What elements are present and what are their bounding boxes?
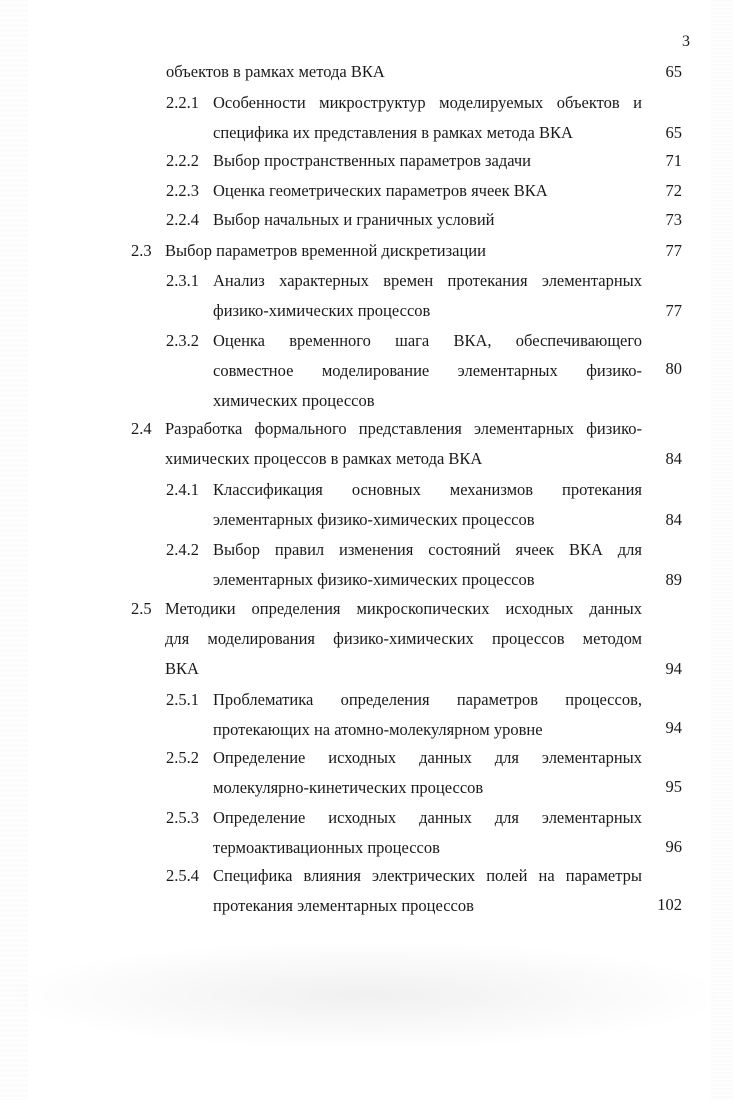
toc-entry-line: Классификация основных механизмов протекания (213, 480, 642, 499)
toc-entry-number: 2.5 (131, 599, 152, 618)
toc-entry-line: химических процессов (213, 391, 375, 410)
toc-entry-line: Оценка геометрических параметров ячеек ВКА (213, 181, 548, 200)
toc-entry-line: молекулярно-кинетических процессов (213, 778, 484, 797)
toc-entry-line: Выбор правил изменения состояний ячеек ВКА для (213, 540, 642, 559)
toc-page-number: 65 (665, 62, 682, 81)
toc-page-number: 102 (657, 895, 682, 914)
toc-entry-line: элементарных физико-химических процессов (213, 510, 535, 529)
toc-page-number: 65 (665, 123, 682, 142)
toc-entry-number: 2.3.2 (166, 331, 199, 350)
toc-entry-number: 2.4 (131, 419, 152, 438)
toc-entry-line: Определение исходных данных для элементарных (213, 748, 642, 767)
toc-entry-line: ВКА (165, 659, 199, 678)
toc-entry-number: 2.3 (131, 241, 152, 260)
toc-entry-number: 2.2.4 (166, 210, 199, 229)
toc-page-number: 94 (665, 659, 682, 678)
toc-entry-line: Анализ характерных времен протекания элементарных (213, 271, 642, 290)
toc-entry-line: химических процессов в рамках метода ВКА (165, 449, 483, 468)
toc-entry-number: 2.5.2 (166, 748, 199, 767)
toc-page-number: 71 (665, 151, 682, 170)
toc-entry-number: 2.5.3 (166, 808, 199, 827)
toc-entry-line: Специфика влияния электрических полей на параметры (213, 866, 642, 885)
toc-page-number: 77 (665, 301, 682, 320)
toc-entry-number: 2.5.1 (166, 690, 199, 709)
toc-page-number: 96 (665, 837, 682, 856)
toc-entry-line: для моделирования физико-химических процессов методом (165, 629, 642, 648)
toc-page-number: 95 (665, 777, 682, 796)
toc-page-number: 73 (665, 210, 682, 229)
toc-entry-line: Выбор пространственных параметров задачи (213, 151, 532, 170)
toc-entry-number: 2.2.3 (166, 181, 199, 200)
toc-entry-line: Оценка временного шага ВКА, обеспечивающего (213, 331, 642, 350)
toc-entry-line: протекающих на атомно-молекулярном уровне (213, 720, 543, 739)
toc-entry-line: специфика их представления в рамках метода ВКА (213, 123, 573, 142)
toc-page-number: 94 (665, 718, 682, 737)
toc-entry-line: Выбор параметров временной дискретизации (165, 241, 486, 260)
toc-entry-line: Определение исходных данных для элементарных (213, 808, 642, 827)
toc-page-number: 77 (665, 241, 682, 260)
toc-entry-line: Разработка формального представления элементарных физико- (165, 419, 642, 438)
toc-page-number: 89 (665, 570, 682, 589)
toc-entry-line: элементарных физико-химических процессов (213, 570, 535, 589)
toc-entry-line: совместное моделирование элементарных физико- (213, 361, 642, 380)
toc-entry-line: термоактивационных процессов (213, 838, 440, 857)
toc-entry-line: физико-химических процессов (213, 301, 431, 320)
toc-page-number: 80 (665, 359, 682, 378)
toc-entry-line: Выбор начальных и граничных условий (213, 210, 495, 229)
toc-entry-number: 2.4.1 (166, 480, 199, 499)
page-number: 3 (682, 33, 690, 50)
toc-entry-line: протекания элементарных процессов (213, 896, 474, 915)
toc-page-number: 84 (665, 449, 682, 468)
toc-page-number: 84 (665, 510, 682, 529)
toc-entry-line: Проблематика определения параметров процессов, (213, 690, 642, 709)
toc-entry-number: 2.5.4 (166, 866, 199, 885)
toc-entry-line: объектов в рамках метода ВКА (166, 62, 385, 81)
toc-entry-number: 2.4.2 (166, 540, 199, 559)
toc-entry-number: 2.2.1 (166, 93, 199, 112)
toc-entry-line: Методики определения микроскопических исходных данных (165, 599, 642, 618)
toc-entry-number: 2.2.2 (166, 151, 199, 170)
toc-entry-line: Особенности микроструктур моделируемых объектов и (213, 93, 642, 112)
toc-entry-number: 2.3.1 (166, 271, 199, 290)
toc-page-number: 72 (665, 181, 682, 200)
